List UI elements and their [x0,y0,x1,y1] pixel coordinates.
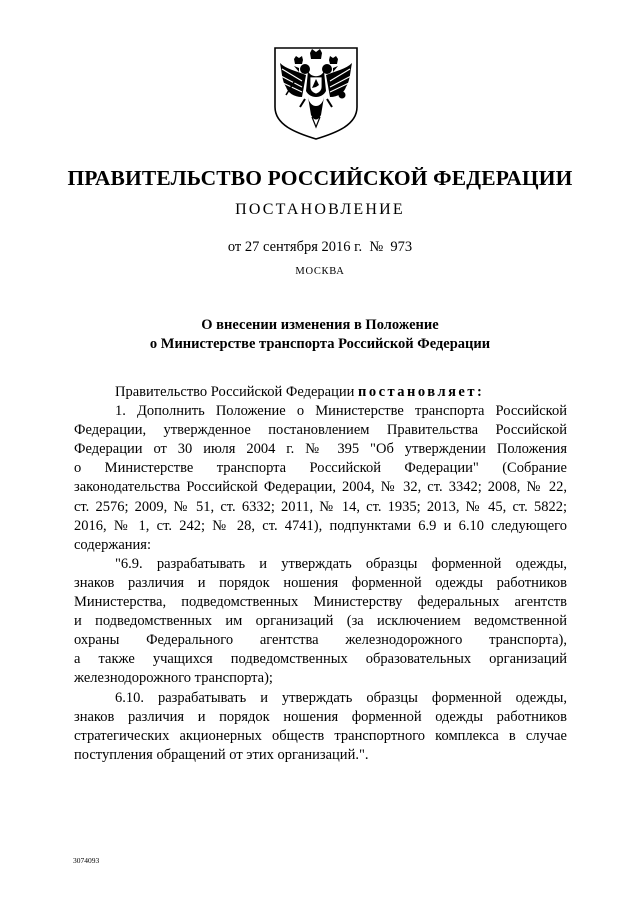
body-line: стратегических акционерных обществ транспортного комплекса в случае [74,727,567,744]
intro-keyword: постановляет: [357,384,485,400]
document-code: 3074093 [73,856,100,865]
body-line: поступления обращений от этих организаций.". [74,746,369,763]
body-line: знаков различия и порядок ношения форменной одежды работников [74,574,567,591]
document-date-number: от 27 сентября 2016 г. № 973 [227,239,413,255]
body-line: 2016, № 1, ст. 242; № 28, ст. 4741), подпунктами 6.9 и 6.10 следующего [74,517,567,534]
body-line: 1. Дополнить Положение о Министерстве транспорта Российской [115,403,567,420]
body-line: а также учащихся подведомственных образовательных организаций [74,651,567,668]
body-line: ст. 2576; 2009, № 51, ст. 6332; 2011, № 14, ст. 1935; 2013, № 45, ст. 5822; [74,498,567,515]
title-line-1: О внесении изменения в Положение [201,317,439,333]
body-line: охраны Федерального агентства железнодорожного транспорта), [74,632,567,649]
government-name: ПРАВИТЕЛЬСТВО РОССИЙСКОЙ ФЕДЕРАЦИИ [67,166,573,190]
body-line: содержания: [74,536,152,553]
body-line: и подведомственных им организаций (за исключением ведомственной [74,613,567,630]
body-line: о Министерстве транспорта Российской Федерации" (Собрание [74,460,567,477]
document-type: ПОСТАНОВЛЕНИЕ [235,201,405,218]
body-line: 6.10. разрабатывать и утверждать образцы форменной одежды, [115,689,567,706]
body-line: Федерации от 30 июля 2004 г. № 395 "Об утверждении Положения [74,441,567,458]
body-line: "6.9. разрабатывать и утверждать образцы форменной одежды, [115,555,567,572]
title-line-2: о Министерстве транспорта Российской Федерации [149,336,491,352]
intro-line [74,383,567,402]
russian-coat-of-arms-icon [272,45,360,141]
body-line: Министерства, подведомственных Министерству федеральных агентств [74,594,567,611]
body-line: железнодорожного транспорта); [74,670,273,687]
body-line: Федерации, утвержденное постановлением Правительства Российской [74,422,567,439]
document-title [0,316,640,354]
body-line: знаков различия и порядок ношения форменной одежды работников [74,708,567,725]
document-body [74,383,567,765]
document-city: МОСКВА [295,266,345,277]
body-line: законодательства Российской Федерации, 2004, № 32, ст. 3342; 2008, № 22, [74,479,567,496]
intro-text: Правительство Российской Федерации [115,384,358,400]
